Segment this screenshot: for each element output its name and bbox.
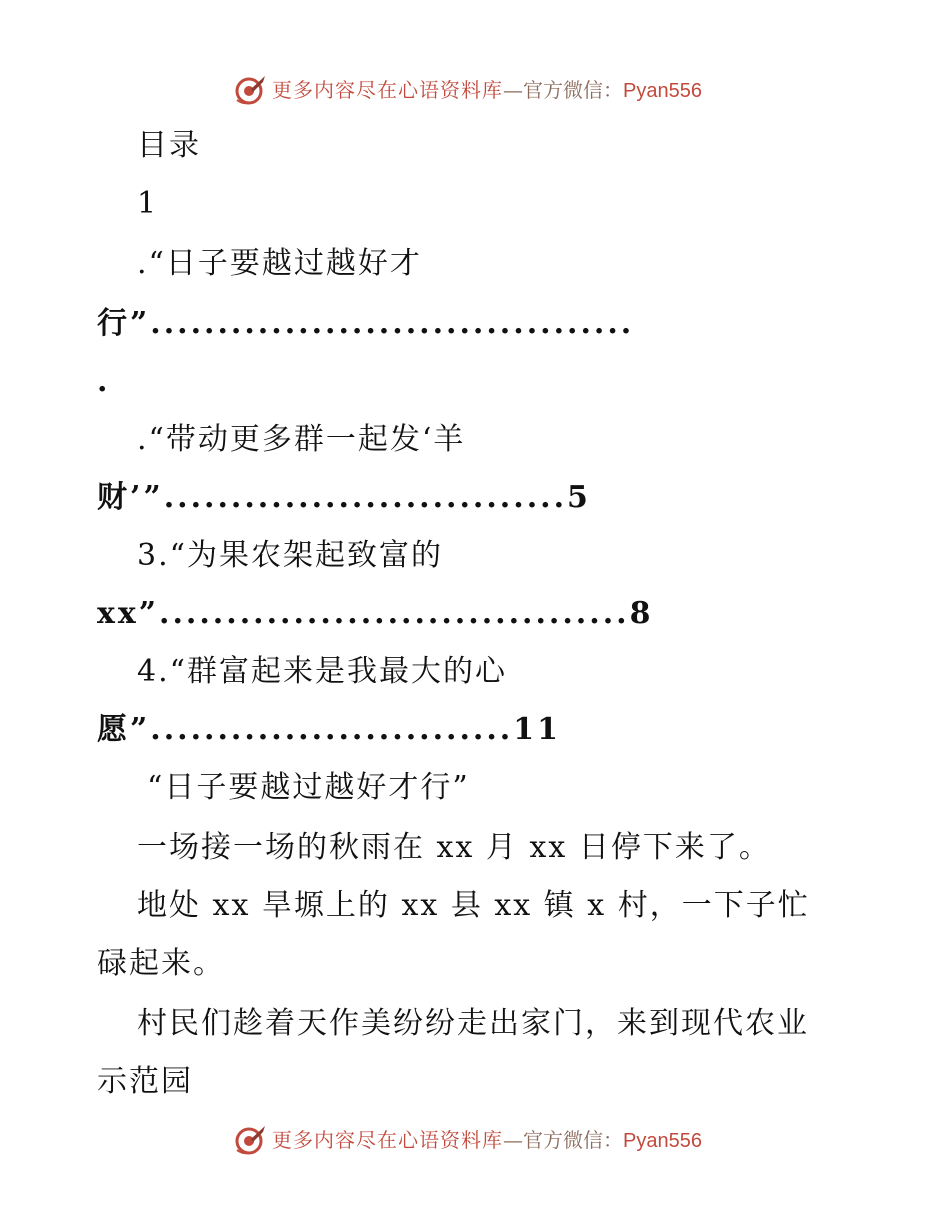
toc-item1-line3: . bbox=[97, 364, 111, 399]
paragraph-2-line2: 碌起来。 bbox=[97, 946, 225, 981]
toc-item2-line2: 财’”..............................5 bbox=[97, 480, 591, 515]
toc-item2-line1: .“带动更多群一起发‘羊 bbox=[137, 422, 466, 457]
paragraph-3-line2: 示范园 bbox=[97, 1064, 193, 1099]
toc-item4-line1: 4.“群富起来是我最大的心 bbox=[137, 654, 507, 689]
banner-brand: 更多内容尽在心语资料库 bbox=[272, 78, 503, 102]
banner-wechat-id: Pyan556 bbox=[623, 80, 702, 102]
banner-separator: —官方微信： bbox=[503, 78, 623, 102]
pen-logo-icon bbox=[233, 74, 267, 106]
banner-wechat-id: Pyan556 bbox=[623, 1130, 702, 1152]
banner-separator: —官方微信： bbox=[503, 1128, 623, 1152]
pen-logo-icon bbox=[233, 1124, 267, 1156]
footer-banner bbox=[0, 1120, 950, 1160]
toc-item1-number: 1 bbox=[137, 186, 159, 221]
paragraph-1: 一场接一场的秋雨在 xx 月 xx 日停下来了。 bbox=[137, 830, 771, 865]
banner-text bbox=[272, 77, 702, 104]
header-banner bbox=[0, 70, 950, 110]
toc-item1-line1: .“日子要越过越好才 bbox=[137, 246, 422, 281]
toc-item3-line2: xx”...................................8 bbox=[97, 596, 654, 631]
toc-item4-line2: 愿”...........................11 bbox=[97, 712, 562, 747]
paragraph-3-line1: 村民们趁着天作美纷纷走出家门，来到现代农业 bbox=[137, 1006, 809, 1041]
toc-item1-line2: 行”.................................... bbox=[97, 306, 635, 341]
toc-item3-line1: 3.“为果农架起致富的 bbox=[137, 538, 443, 573]
toc-title: 目录 bbox=[137, 128, 201, 163]
paragraph-2-line1: 地处 xx 旱塬上的 xx 县 xx 镇 x 村，一下子忙 bbox=[137, 888, 810, 923]
banner-brand: 更多内容尽在心语资料库 bbox=[272, 1128, 503, 1152]
banner-text bbox=[272, 1127, 702, 1154]
section-heading: “日子要越过越好才行” bbox=[147, 770, 470, 805]
